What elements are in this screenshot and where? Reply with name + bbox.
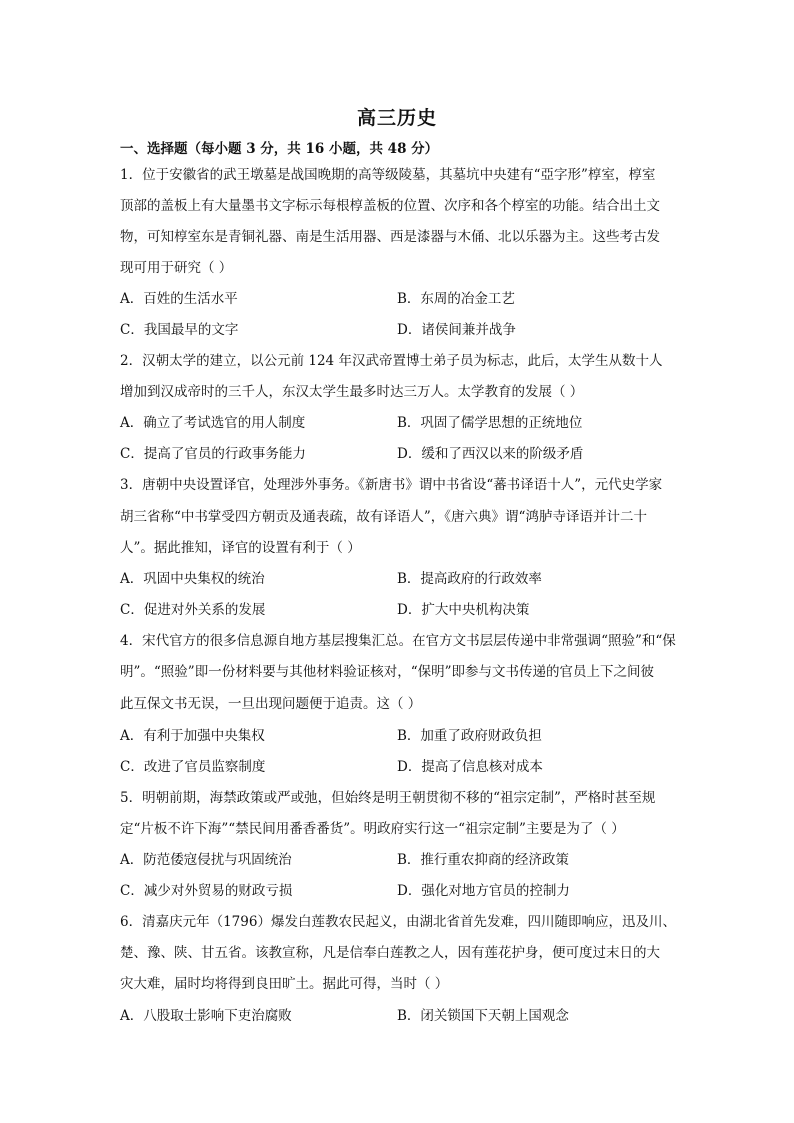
q5-line-1: 5．明朝前期，海禁政策或严或弛，但始终是明王朝贯彻不移的“祖宗定制”，严格时甚至规 — [120, 790, 656, 806]
q6-line-1: 6．清嘉庆元年（1796）爆发白莲教农民起义，由湖北省首先发难，四川随即响应，迅及川、 — [120, 914, 676, 930]
q4-option-c: C．改进了官员监察制度 — [120, 759, 266, 775]
q2-option-d: D．缓和了西汉以来的阶级矛盾 — [397, 446, 584, 462]
q5-line-2: 定“片板不许下海”“禁民间用番香番货”。明政府实行这一“祖宗定制”主要是为了（ ） — [120, 821, 625, 837]
q1-line-4: 现可用于研究（ ） — [120, 260, 233, 276]
q3-option-d: D．扩大中央机构决策 — [397, 602, 530, 618]
q4-line-2: 明”。“照验”即一份材料要与其他材料验证核对，“保明”即参与文书传递的官员上下之间彼 — [120, 664, 655, 680]
section-heading: 一、选择题（每小题 3 分，共 16 小题，共 48 分） — [120, 141, 439, 157]
page-title: 高三历史 — [356, 107, 437, 129]
q3-line-3: 人”。据此推知，译官的设置有利于（ ） — [120, 540, 361, 556]
q1-option-b: B．东周的冶金工艺 — [397, 291, 515, 307]
q3-option-b: B．提高政府的行政效率 — [397, 571, 542, 587]
q6-line-2: 楚、豫、陕、甘五省。该教宣称，凡是信奉白莲教之人，因有莲花护身，便可度过末日的大 — [120, 945, 660, 961]
q1-line-3: 物，可知椁室东是青铜礼器、南是生活用器、西是漆器与木俑、北以乐器为主。这些考古发 — [120, 229, 660, 245]
q3-option-a: A．巩固中央集权的统治 — [120, 571, 265, 587]
q5-option-a: A．防范倭寇侵扰与巩固统治 — [120, 852, 292, 868]
q3-line-2: 胡三省称“中书掌受四方朝贡及通表疏，故有译语人”，《唐六典》谓“鸿胪寺译语并计二十 — [120, 509, 647, 525]
q6-option-b: B．闭关锁国下天朝上国观念 — [397, 1008, 569, 1024]
q5-option-c: C．减少对外贸易的财政亏损 — [120, 883, 293, 899]
q5-option-d: D．强化对地方官员的控制力 — [397, 883, 570, 899]
q3-line-1: 3．唐朝中央设置译官，处理涉外事务。《新唐书》谓中书省设“蕃书译语十人”，元代史学家 — [120, 477, 663, 493]
q6-option-a: A．八股取士影响下吏治腐败 — [120, 1008, 292, 1024]
q4-line-1: 4．宋代官方的很多信息源自地方基层搜集汇总。在官方文书层层传递中非常强调“照验”和“保 — [120, 633, 676, 649]
q2-line-1: 2．汉朝太学的建立，以公元前 124 年汉武帝置博士弟子员为标志，此后，太学生从数十人 — [120, 353, 663, 369]
q2-option-a: A．确立了考试选官的用人制度 — [120, 415, 306, 431]
q1-option-c: C．我国最早的文字 — [120, 322, 239, 338]
q4-option-b: B．加重了政府财政负担 — [397, 728, 542, 744]
q6-line-3: 灾大难，届时均将得到良田旷土。据此可得，当时（ ） — [120, 976, 449, 992]
q3-option-c: C．促进对外关系的发展 — [120, 602, 266, 618]
q5-option-b: B．推行重农抑商的经济政策 — [397, 852, 569, 868]
q1-line-2: 顶部的盖板上有大量墨书文字标示每根椁盖板的位置、次序和各个椁室的功能。结合出土文 — [120, 198, 660, 214]
q2-line-2: 增加到汉成帝时的三千人，东汉太学生最多时达三万人。太学教育的发展（ ） — [120, 384, 584, 400]
q1-option-a: A．百姓的生活水平 — [120, 291, 238, 307]
q4-option-a: A．有利于加强中央集权 — [120, 728, 265, 744]
q1-option-d: D．诸侯间兼并战争 — [397, 322, 516, 338]
q4-option-d: D．提高了信息核对成本 — [397, 759, 543, 775]
q4-line-3: 此互保文书无误，一旦出现问题便于追责。这（ ） — [120, 696, 422, 712]
q2-option-b: B．巩固了儒学思想的正统地位 — [397, 415, 583, 431]
q1-line-1: 1．位于安徽省的武王墩墓是战国晚期的高等级陵墓，其墓坑中央建有“亞字形”椁室，椁室 — [120, 167, 656, 183]
q2-option-c: C．提高了官员的行政事务能力 — [120, 446, 306, 462]
